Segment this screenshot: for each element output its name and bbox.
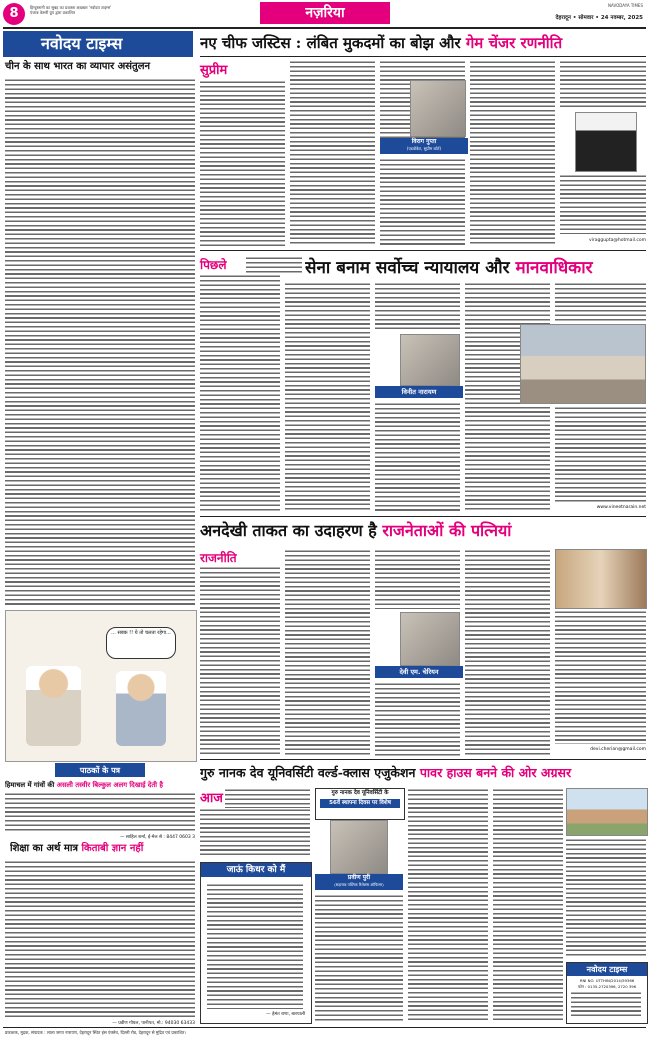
army-col-5b [555,406,646,504]
speech-bubble: ... सबक !! ये तो चलता रहेगा... [106,627,176,659]
politics-bottom-rule [200,759,646,760]
letters-title: पाठकों के पत्र [79,765,121,775]
army-author-name: विनीत नारायण [401,388,437,396]
guru-author-photo [330,820,388,874]
editorial-body [5,78,195,606]
politics-col-3b [375,682,460,756]
supreme-author-name: विराग गुप्ता [411,138,437,145]
poem-box [200,862,312,1024]
army-headline-main: सेना बनाम सर्वोच्च न्यायालय और [305,258,516,278]
politics-col-1 [200,566,280,756]
imprint-text [571,991,641,1019]
army-col-3b [375,402,460,512]
army-col-0 [246,256,302,274]
guru-col-4 [493,788,563,1022]
supreme-col-4 [470,60,555,246]
guru-headline [200,763,646,783]
supreme-headline-main: नए चीफ जस्टिस : लंबित मुकदमों का बोझ और [200,34,466,52]
page-number-badge: 8 [3,3,25,25]
imprint-reg-no: RNI NO. UTTHIN/2014/59366 [579,978,635,983]
politics-author-photo [400,612,460,666]
supreme-author-photo [410,80,466,137]
supreme-bottom-rule [200,250,646,251]
supreme-author-role: (एडवोकेट, सुप्रीम कोर्ट) [406,146,442,151]
cartoon-figure-right [116,671,166,746]
letter1-headline-main: हिमाचल में गांवों की [5,781,57,789]
letter2-headline [10,842,195,856]
tagline-line-1: हिन्दुस्तानी का सुबह का प्रवक्ता अख़बार 'नवोदय टाइम्स' [30,5,112,10]
website-label: NAVODAYA TIMES [607,3,643,8]
section-title: नज़रिया [260,2,390,24]
army-headline [305,256,646,280]
supreme-author-name-box [380,138,468,154]
imprint-phones: फोन : 0135-2720396, 2720 396 [577,984,637,989]
letter1-headline-accent: असली तस्वीर बिल्कुल अलग दिखाई देती है [56,781,163,789]
guru-author-box [315,874,403,890]
imprint-box [566,962,648,1024]
letter2-headline-accent: किताबी ज्ञान नहीं [81,843,144,854]
guru-col-3 [408,788,488,1022]
army-headline-accent: मानवाधिकार [515,258,593,278]
supreme-col-5b [560,174,646,234]
editorial-headline: चीन के साथ भारत का व्यापार असंतुलन [5,61,151,72]
letters-title-box [55,763,145,777]
army-kicker: पिछले [200,258,227,272]
politics-headline [200,519,646,543]
politics-col-4 [465,549,550,756]
politics-headline-accent: राजनेताओं की पत्नियां [382,521,512,540]
politics-col-3 [375,549,460,609]
footer-rule [3,1027,646,1028]
date-line: देहरादून • सोमवार • 24 नवम्बर, 2025 [555,15,643,21]
poem-poet: — हेमंत राणा, बारयाली [266,1012,305,1017]
tagline-line-2: पंजाब केसरी ग्रुप द्वारा प्रकाशित [30,10,76,15]
army-col-1 [200,274,280,512]
army-author-photo [400,334,460,386]
guru-author-role: (सहायक पब्लिक रिलेशंस ऑफिसर) [334,882,384,887]
guru-author-name: प्रवीण पुरी [347,874,371,881]
letter1-body [5,792,195,832]
army-col-5a [555,282,646,322]
guru-box-title-1: गुरु नानक देव यूनिवर्सिटी के [331,790,389,796]
court-photo [520,324,646,404]
politics-group-photo [555,549,647,609]
poem-title: जाऊं किधर को मैं [201,863,311,877]
army-author-box [375,386,463,398]
letter1-headline [5,780,195,790]
supreme-col-1 [200,80,285,246]
masthead-rule [3,27,646,29]
supreme-headline [200,32,646,54]
supreme-col-2 [290,60,375,246]
guru-col-1b [200,808,310,858]
army-email: www.vineetnarain.net [596,505,646,510]
army-bottom-rule [200,516,646,517]
supreme-col-3b [380,158,465,246]
letter2-sign: — प्रवीण गोयल, पानीपत, मो.: 94030 63433 [112,1021,195,1026]
guru-col-2 [315,894,403,1022]
cartoon [5,610,197,762]
poem-body [207,883,303,1009]
guru-box-title-2: 56वें स्थापना दिवस पर विशेष [320,799,400,808]
politics-author-name: देवी एम. चेरियन [399,668,439,676]
supreme-col-5 [560,60,646,110]
politics-headline-main: अनदेखी ताकत का उदाहरण है [200,521,383,540]
editorial-logo: नवोदय टाइम्स [41,34,123,53]
cartoon-figure-left [26,666,81,746]
masthead-tagline [30,5,200,15]
guru-col-5 [566,838,646,958]
army-col-2 [285,282,370,512]
guru-kicker: आज [200,791,223,806]
letter2-headline-main: शिक्षा का अर्थ मात्र [10,843,82,854]
editorial-logo-box [3,31,193,57]
politics-kicker: राजनीति [200,551,237,565]
letter2-body [5,860,195,1018]
politics-author-box [375,666,463,678]
politics-col-5 [555,610,646,744]
supreme-email: viraggupta@hotmail.com [588,238,646,243]
imprint-logo: नवोदय टाइम्स [567,963,647,976]
footer-text: प्रकाशक, मुद्रक, संपादक : लाला जगत नारायण, देहरादून स्थित हंस एंक्लेव, दिल्ली रोड, देहरादून से मुद्रित एवं प्रकाशित। [5,1030,186,1035]
justice-photo [575,112,637,172]
politics-email: devi.cherian@gmail.com [590,747,646,752]
supreme-kicker: सुप्रीम [200,63,228,78]
university-photo [566,788,648,836]
guru-special-box [315,788,405,820]
supreme-headline-accent: गेम चेंजर रणनीति [465,34,563,52]
guru-headline-main: गुरु नानक देव यूनिवर्सिटी वर्ल्ड-क्लास एजुकेशन [200,765,420,780]
letter1-sign: — साहिल शर्मा, ई-मेल से : 8447 0603 3 [119,835,195,840]
guru-headline-accent: पावर हाउस बनने की ओर अग्रसर [419,765,572,780]
politics-col-2 [285,549,370,756]
army-col-3 [375,282,460,332]
supreme-rule [200,56,646,57]
